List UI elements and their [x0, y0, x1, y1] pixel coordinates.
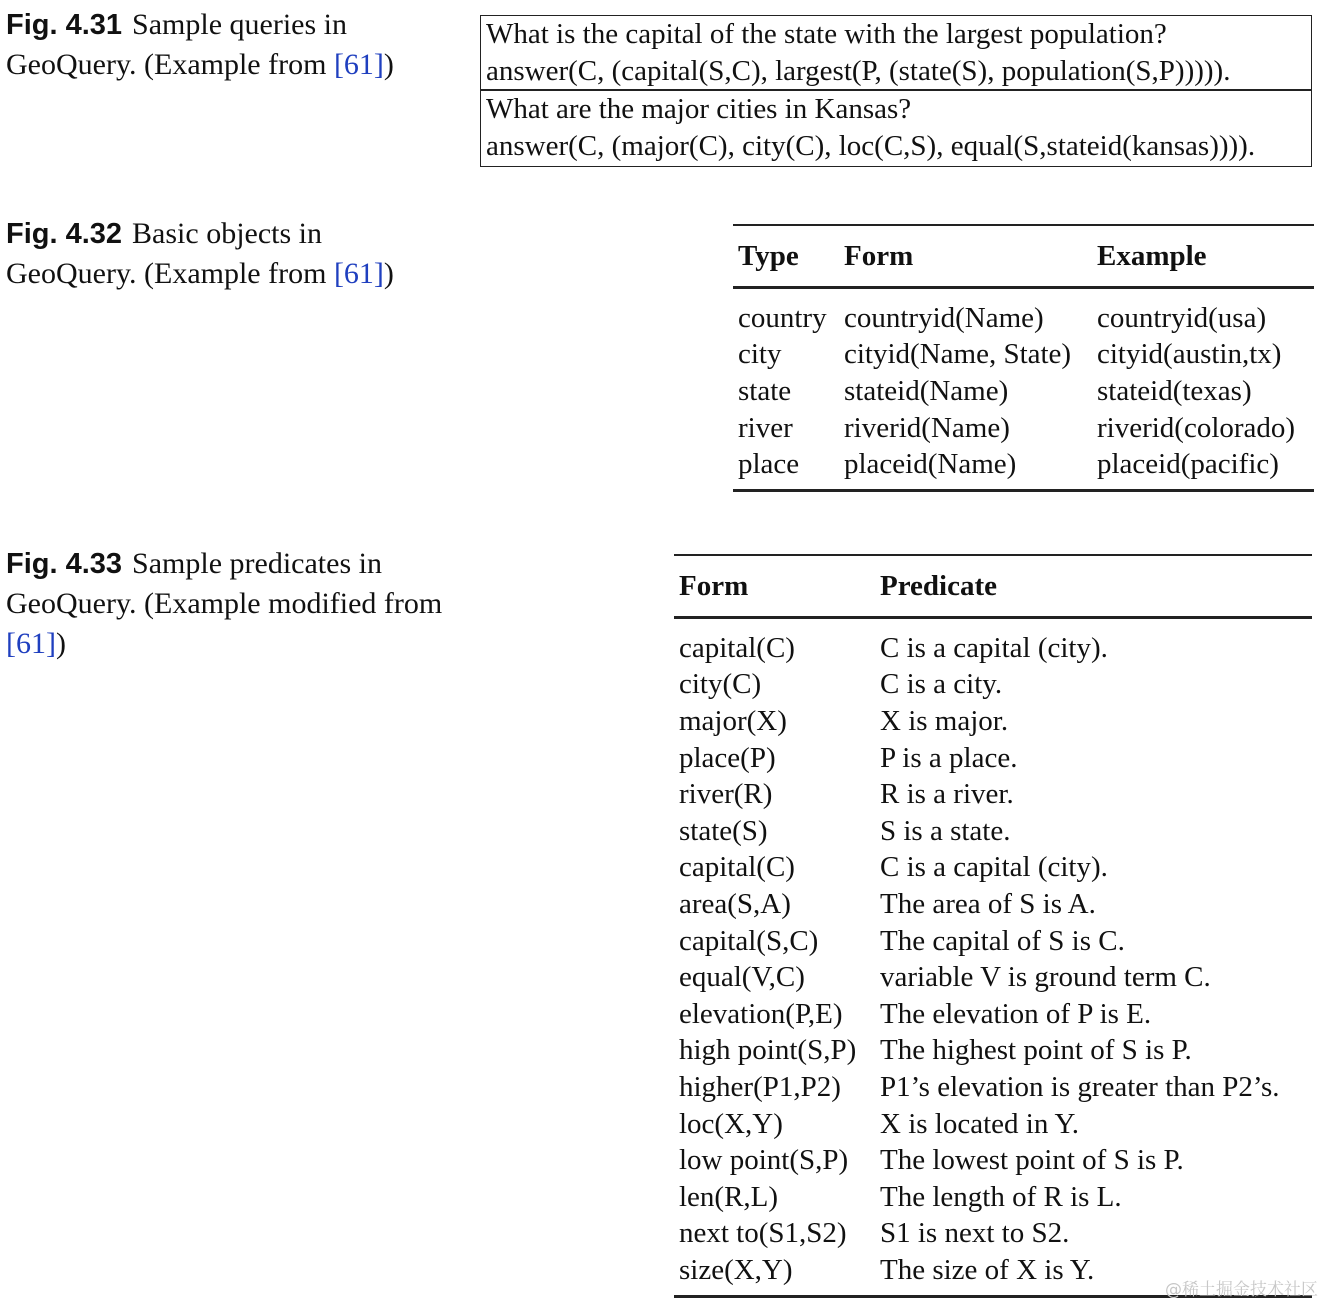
- table-cell: higher(P1,P2): [679, 1070, 841, 1103]
- table-cell: R is a river.: [880, 778, 1014, 811]
- table-row: [674, 1142, 1312, 1179]
- citation-link[interactable]: [61]: [333, 257, 384, 290]
- column-header-example: Example: [1092, 225, 1314, 288]
- table-cell: The size of X is Y.: [875, 1252, 1312, 1296]
- table-row: [733, 373, 1314, 410]
- table-cell: The highest point of S is P.: [880, 1034, 1192, 1067]
- query-answer: answer(C, (capital(S,C), largest(P, (state(S), population(S,P))))).: [486, 55, 1231, 87]
- caption-close: ): [383, 48, 394, 81]
- caption-close: ): [55, 627, 66, 660]
- table-row: [674, 996, 1312, 1033]
- caption-close: ): [383, 257, 394, 290]
- table-cell: capital(C): [679, 631, 795, 664]
- table-row: [733, 410, 1314, 447]
- table-cell: The lowest point of S is P.: [880, 1144, 1184, 1177]
- table-cell: countryid(usa): [1097, 301, 1267, 334]
- table-cell: P1’s elevation is greater than P2’s.: [880, 1070, 1280, 1103]
- table-cell: capital(C): [679, 851, 795, 884]
- query-box-2: [480, 90, 1312, 167]
- table-cell: X is major.: [880, 704, 1009, 737]
- table-cell: place: [733, 446, 839, 490]
- table-cell: city: [738, 338, 782, 371]
- table-cell: placeid(pacific): [1092, 446, 1314, 490]
- table-row: [674, 667, 1312, 704]
- table-cell: C is a capital (city).: [880, 631, 1108, 664]
- table-cell: X is located in Y.: [880, 1107, 1079, 1140]
- table-cell: loc(X,Y): [679, 1107, 783, 1140]
- table-row: [674, 703, 1312, 740]
- query-answer: answer(C, (major(C), city(C), loc(C,S), equal(S,stateid(kansas)))).: [486, 130, 1256, 162]
- table-body: [674, 618, 1312, 1297]
- table-cell: state(S): [679, 814, 768, 847]
- query-box-1: [480, 15, 1312, 90]
- citation-link[interactable]: [61]: [333, 48, 384, 81]
- table-header-row: [674, 555, 1312, 618]
- figure-4-32-caption: [6, 214, 426, 294]
- figure-label: Fig. 4.32: [6, 218, 123, 250]
- caption-text: Sample queries in GeoQuery. (Example from: [6, 8, 347, 81]
- table-cell: state: [738, 374, 792, 407]
- table-cell: area(S,A): [679, 887, 791, 920]
- watermark: @稀土掘金技术社区: [1165, 1280, 1318, 1300]
- table-cell: next to(S1,S2): [679, 1217, 847, 1250]
- figure-4-31-caption: [6, 5, 426, 85]
- table-row: [674, 886, 1312, 923]
- table-cell: The length of R is L.: [880, 1180, 1122, 1213]
- query-question: What are the major cities in Kansas?: [486, 93, 912, 125]
- table-cell: cityid(austin,tx): [1097, 338, 1282, 371]
- table-cell: stateid(texas): [1097, 374, 1252, 407]
- column-header-type: Type: [733, 225, 839, 288]
- table-cell: country: [738, 301, 827, 334]
- figure-4-33-caption: [6, 544, 446, 664]
- figure-label: Fig. 4.33: [6, 548, 123, 580]
- table-cell: high point(S,P): [679, 1034, 857, 1067]
- table-row: [674, 1216, 1312, 1253]
- table-row: [674, 923, 1312, 960]
- column-header-form: Form: [839, 225, 1092, 288]
- table-cell: size(X,Y): [674, 1252, 875, 1296]
- citation-link[interactable]: [61]: [6, 627, 56, 660]
- table-cell: cityid(Name, State): [844, 338, 1072, 371]
- table-cell: equal(V,C): [679, 961, 805, 994]
- table-cell: stateid(Name): [844, 374, 1009, 407]
- table-cell: major(X): [679, 704, 787, 737]
- table-cell: low point(S,P): [679, 1144, 849, 1177]
- table-cell: The capital of S is C.: [880, 924, 1125, 957]
- table-cell: The elevation of P is E.: [880, 997, 1152, 1030]
- table-row: [674, 1069, 1312, 1106]
- caption-text: Sample predicates in GeoQuery. (Example modified from: [6, 547, 443, 620]
- table-row: [674, 813, 1312, 850]
- table-row: [674, 1033, 1312, 1070]
- table-row: [674, 776, 1312, 813]
- table-cell: river: [738, 411, 793, 444]
- table-row: [674, 740, 1312, 777]
- table-row: [674, 1179, 1312, 1216]
- table-cell: C is a city.: [880, 668, 1003, 701]
- table-row: [733, 446, 1314, 490]
- table-cell: elevation(P,E): [679, 997, 843, 1030]
- table-cell: len(R,L): [679, 1180, 779, 1213]
- column-header-predicate: Predicate: [875, 555, 1312, 618]
- basic-objects-table: [733, 224, 1314, 492]
- table-cell: riverid(colorado): [1097, 411, 1296, 444]
- table-cell: S1 is next to S2.: [880, 1217, 1070, 1250]
- table-row: [674, 1106, 1312, 1143]
- table-cell: capital(S,C): [679, 924, 819, 957]
- query-question: What is the capital of the state with the largest population?: [486, 18, 1167, 50]
- table-body: [733, 288, 1314, 491]
- predicates-table: [674, 554, 1312, 1298]
- table-cell: The area of S is A.: [880, 887, 1096, 920]
- table-cell: place(P): [679, 741, 776, 774]
- table-header-row: [733, 225, 1314, 288]
- table-cell: riverid(Name): [844, 411, 1010, 444]
- table-cell: river(R): [679, 778, 773, 811]
- table-cell: city(C): [679, 668, 762, 701]
- table-row: [733, 288, 1314, 337]
- table-cell: C is a capital (city).: [880, 851, 1108, 884]
- table-row: [674, 959, 1312, 996]
- table-row: [674, 618, 1312, 667]
- caption-text: Basic objects in GeoQuery. (Example from: [6, 217, 334, 290]
- table-cell: variable V is ground term C.: [880, 961, 1211, 994]
- table-row: [733, 337, 1314, 374]
- figure-label: Fig. 4.31: [6, 9, 123, 41]
- table-cell: placeid(Name): [839, 446, 1092, 490]
- table-cell: P is a place.: [880, 741, 1018, 774]
- table-cell: S is a state.: [880, 814, 1011, 847]
- column-header-form: Form: [674, 555, 875, 618]
- table-row: [674, 850, 1312, 887]
- table-cell: countryid(Name): [844, 301, 1044, 334]
